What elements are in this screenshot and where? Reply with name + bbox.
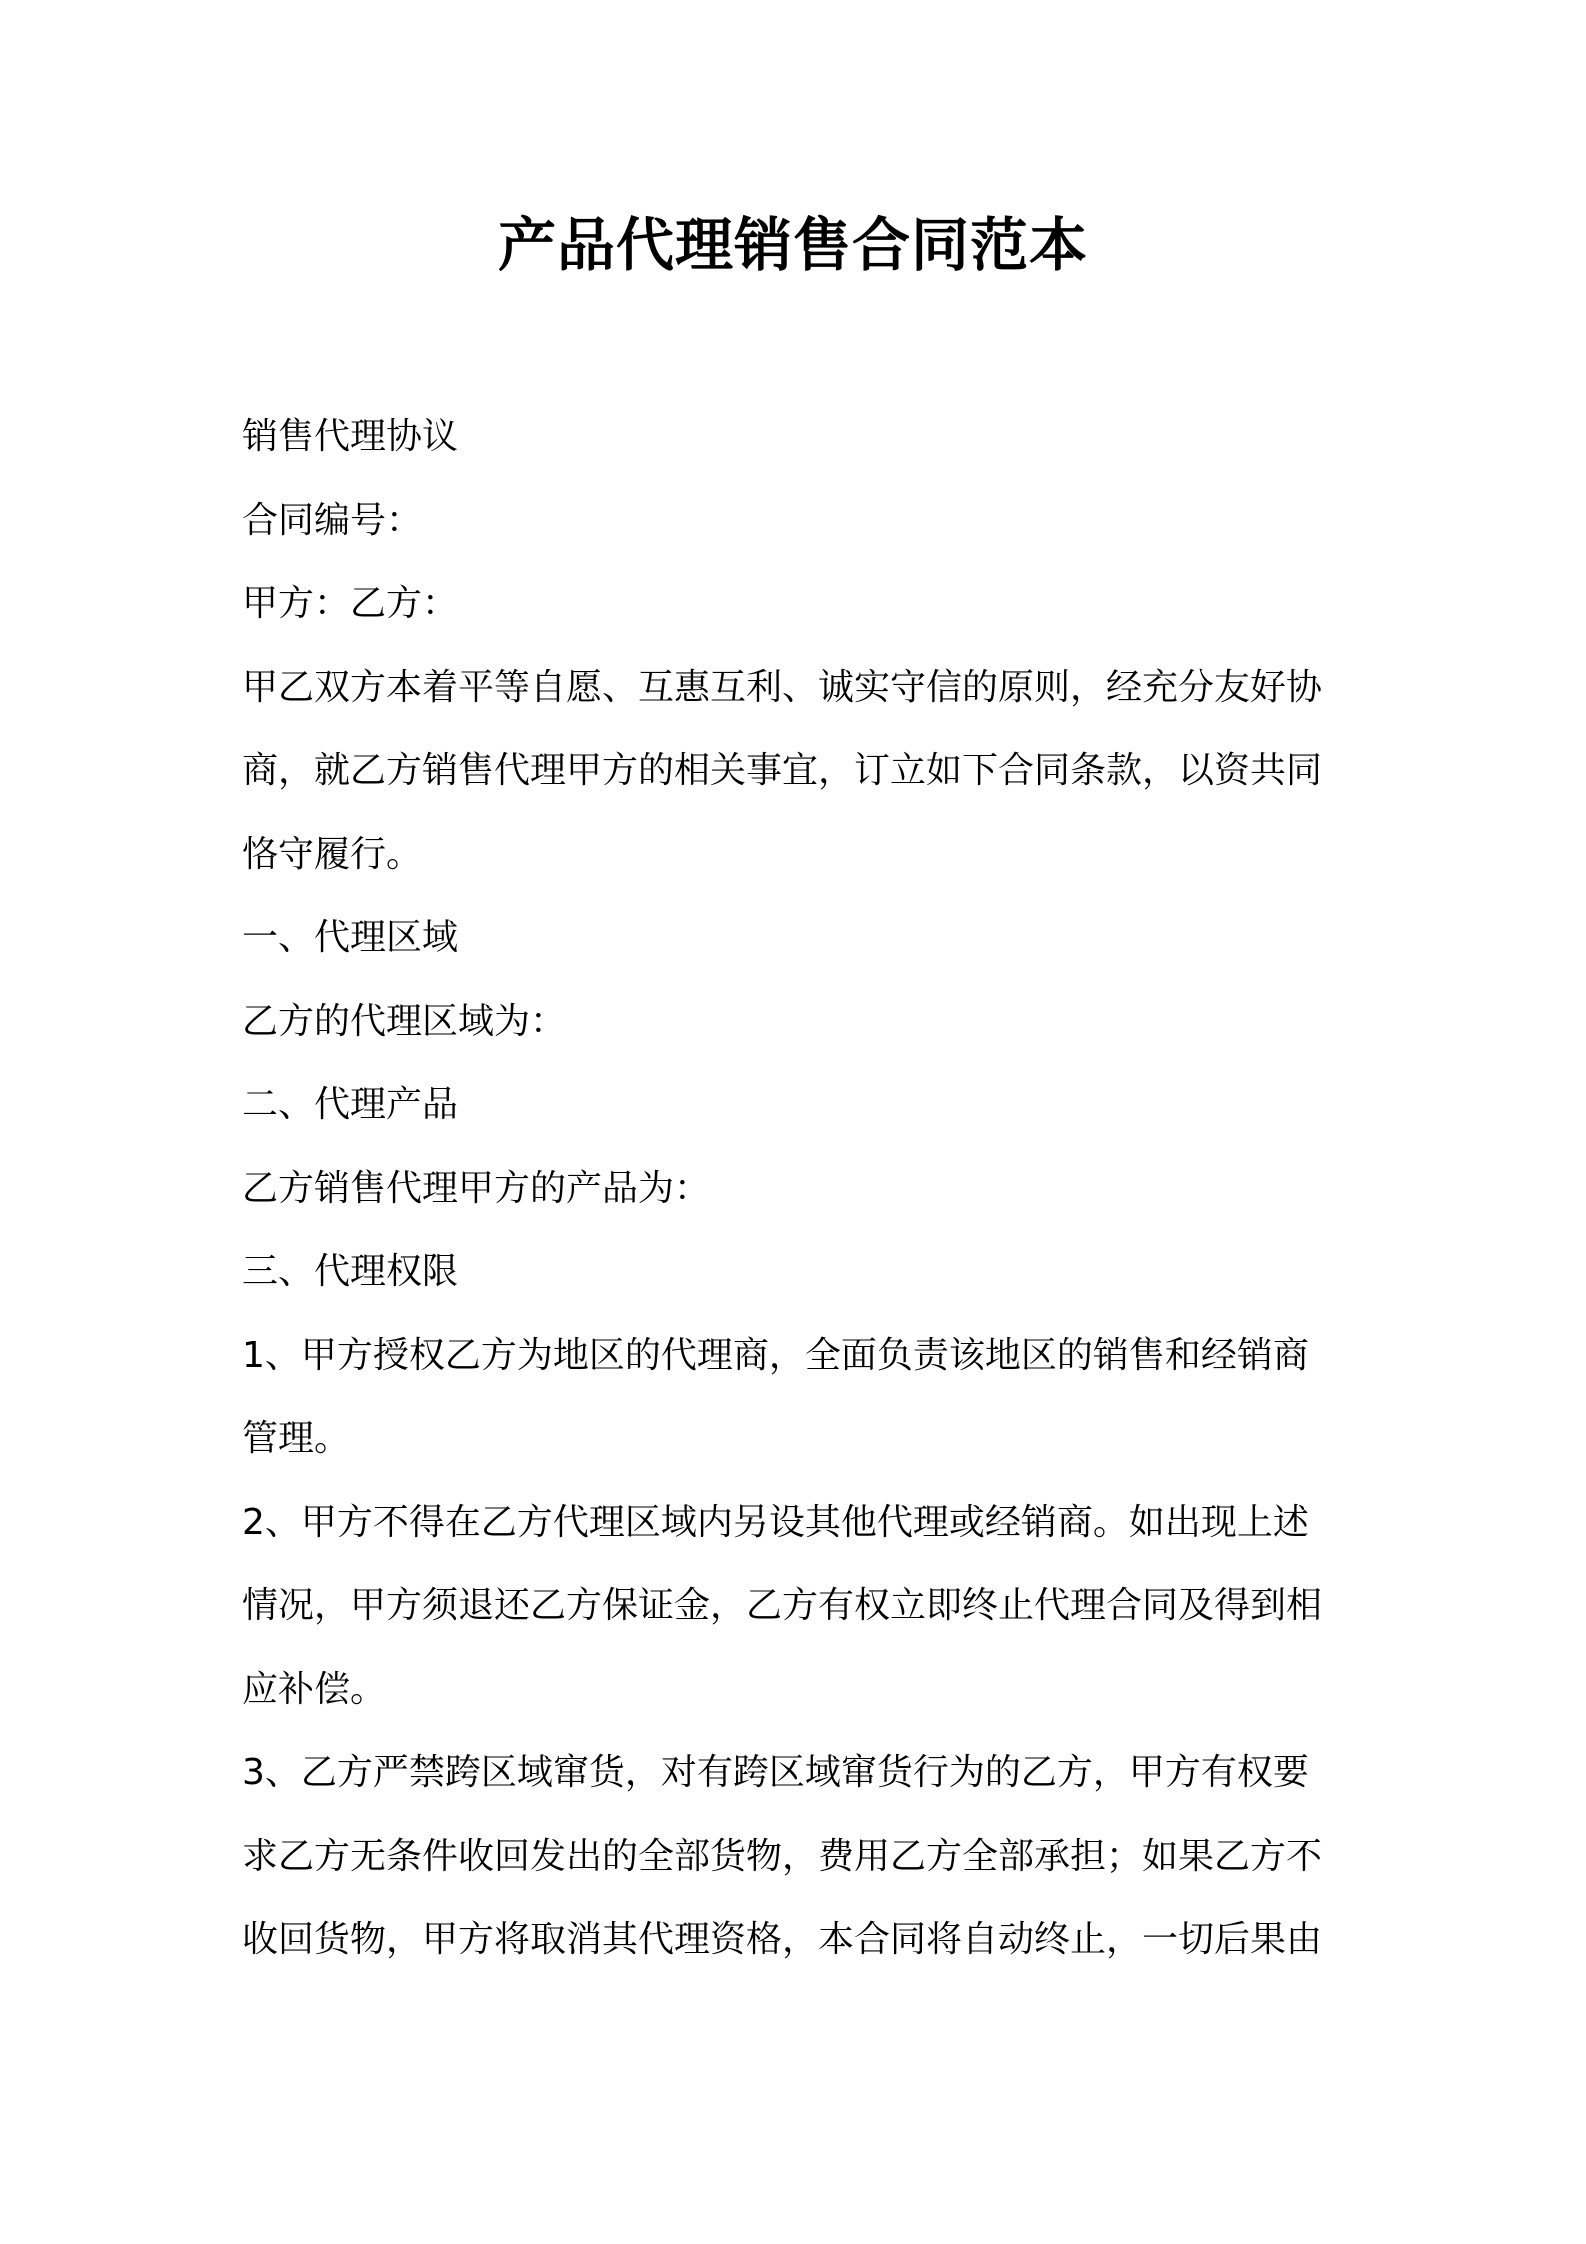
clause-line: 应补偿。 xyxy=(242,1668,387,1710)
document-body xyxy=(242,395,1352,1982)
paragraph-line: 甲乙双方本着平等自愿、互惠互利、诚实守信的原则，经充分友好协 xyxy=(242,666,1323,708)
parties-label: 甲方：乙方： xyxy=(242,583,459,624)
document-title: 产品代理销售合同范本 xyxy=(497,211,1088,279)
section-heading-region: 一、代理区域 xyxy=(242,917,459,958)
paragraph-line: 商，就乙方销售代理甲方的相关事宜，订立如下合同条款，以资共同 xyxy=(242,750,1323,791)
section-heading-agreement: 销售代理协议 xyxy=(242,416,459,457)
clause-line: 求乙方无条件收回发出的全部货物，费用乙方全部承担；如果乙方不 xyxy=(242,1835,1323,1877)
clause-line: 收回货物，甲方将取消其代理资格，本合同将自动终止，一切后果由 xyxy=(242,1919,1323,1960)
contract-number-label: 合同编号： xyxy=(242,499,423,541)
section-heading-products: 二、代理产品 xyxy=(242,1084,459,1125)
clause-line: 1、甲方授权乙方为地区的代理商，全面负责该地区的销售和经销商 xyxy=(242,1334,1309,1376)
clause-line: 3、乙方严禁跨区域窜货，对有跨区域窜货行为的乙方，甲方有权要 xyxy=(242,1752,1309,1793)
paragraph-line: 恪守履行。 xyxy=(242,833,423,875)
paragraph-line: 乙方销售代理甲方的产品为： xyxy=(242,1167,711,1209)
clause-line: 2、甲方不得在乙方代理区域内另设其他代理或经销商。如出现上述 xyxy=(242,1501,1309,1543)
clause-line: 情况，甲方须退还乙方保证金，乙方有权立即终止代理合同及得到相 xyxy=(242,1585,1323,1626)
clause-line: 管理。 xyxy=(242,1418,351,1459)
paragraph-line: 乙方的代理区域为： xyxy=(242,1000,567,1042)
section-heading-authority: 三、代理权限 xyxy=(242,1251,459,1292)
